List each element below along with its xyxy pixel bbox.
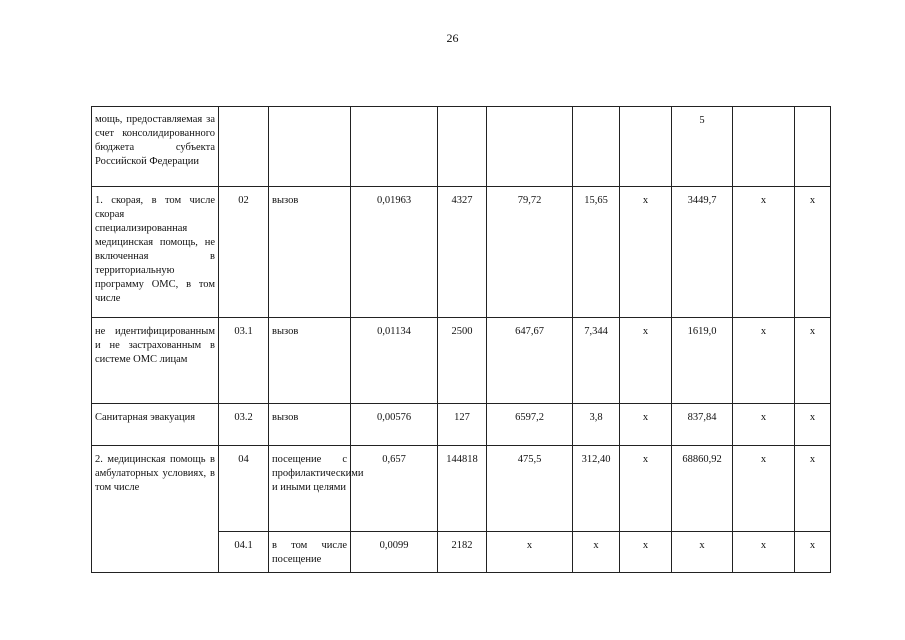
row-unit (269, 107, 351, 187)
cell-value: 0,657 (351, 446, 438, 532)
cell-value: х (733, 532, 795, 573)
row-name: 1. скорая, в том числе скорая специализированная медицинская помощь, не включенная в территориальную программу ОМС, в том числе (92, 187, 219, 318)
cell-value: х (795, 532, 831, 573)
page-number: 26 (446, 31, 459, 45)
row-code: 03.2 (219, 404, 269, 446)
cell-value: 68860,92 (672, 446, 733, 532)
cell-value: х (795, 404, 831, 446)
cell-value: х (620, 404, 672, 446)
cell-value: 79,72 (487, 187, 573, 318)
cell-value: 0,01963 (351, 187, 438, 318)
cell-value: 1619,0 (672, 318, 733, 404)
cell-value: 0,0099 (351, 532, 438, 573)
cell-value: х (733, 318, 795, 404)
cell-value (351, 107, 438, 187)
cell-value (438, 107, 487, 187)
row-unit: в том числе посещение (269, 532, 351, 573)
cell-value: 2500 (438, 318, 487, 404)
row-code: 03.1 (219, 318, 269, 404)
row-unit: посещение с профилактическими и иными целями (269, 446, 351, 532)
cell-value: х (573, 532, 620, 573)
row-code: 02 (219, 187, 269, 318)
cell-value: х (620, 532, 672, 573)
cell-value: х (620, 446, 672, 532)
cell-value: 4327 (438, 187, 487, 318)
row-name: 2. медицинская помощь в амбулаторных условиях, в том числе (92, 446, 219, 573)
row-unit: вызов (269, 318, 351, 404)
row-code (219, 107, 269, 187)
cell-value (620, 107, 672, 187)
cell-value: 312,40 (573, 446, 620, 532)
cell-value: 6597,2 (487, 404, 573, 446)
cell-value: х (620, 187, 672, 318)
cell-value: х (795, 187, 831, 318)
cell-value: х (733, 187, 795, 318)
cell-value: х (733, 404, 795, 446)
table-row (92, 318, 831, 404)
cell-value: 3449,7 (672, 187, 733, 318)
cell-value: х (487, 532, 573, 573)
row-name: не идентифицированным и не застрахованным в системе ОМС лицам (92, 318, 219, 404)
row-unit: вызов (269, 187, 351, 318)
cell-value (487, 107, 573, 187)
table-row (92, 404, 831, 446)
row-code: 04 (219, 446, 269, 532)
cell-value (573, 107, 620, 187)
cell-value (733, 107, 795, 187)
cell-value: х (672, 532, 733, 573)
cell-value: 144818 (438, 446, 487, 532)
cell-value: х (795, 318, 831, 404)
row-code: 04.1 (219, 532, 269, 573)
table-row (92, 446, 831, 532)
cell-value: 837,84 (672, 404, 733, 446)
table-row (92, 187, 831, 318)
cell-value: х (733, 446, 795, 532)
cell-value: 3,8 (573, 404, 620, 446)
cell-value (795, 107, 831, 187)
row-name: Санитарная эвакуация (92, 404, 219, 446)
cell-value: 2182 (438, 532, 487, 573)
row-unit: вызов (269, 404, 351, 446)
row-name: мощь, предоставляемая за счет консолидированного бюджета субъекта Российской Федерации (92, 107, 219, 187)
cell-value: 127 (438, 404, 487, 446)
cell-value: 0,00576 (351, 404, 438, 446)
cell-value: 7,344 (573, 318, 620, 404)
cell-value: х (620, 318, 672, 404)
cell-value: 15,65 (573, 187, 620, 318)
cell-value: 475,5 (487, 446, 573, 532)
cell-value: 647,67 (487, 318, 573, 404)
cell-value: 5 (672, 107, 733, 187)
cell-value: 0,01134 (351, 318, 438, 404)
cell-value: х (795, 446, 831, 532)
data-table (91, 106, 831, 573)
table-row (92, 107, 831, 187)
